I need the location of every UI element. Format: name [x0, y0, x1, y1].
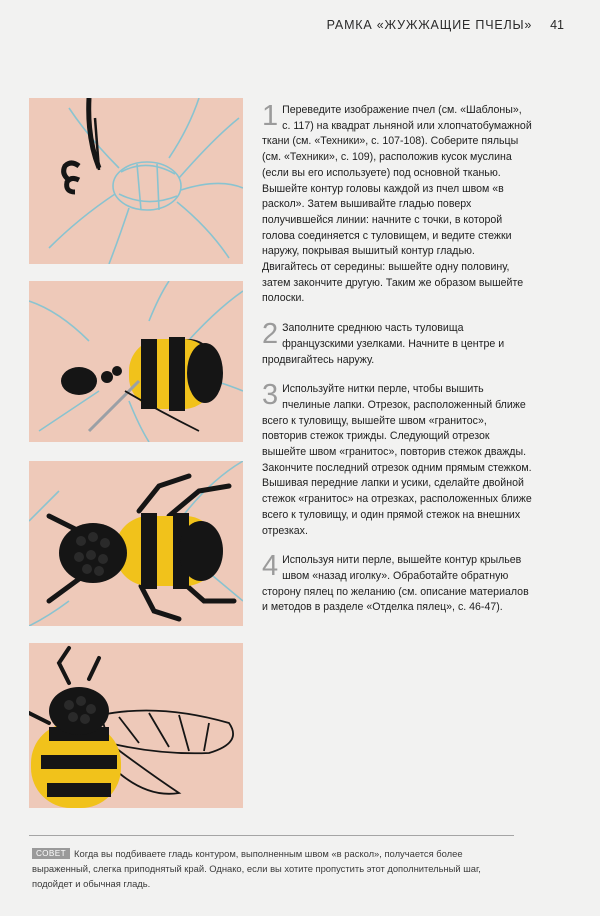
step-4-photo	[29, 643, 243, 808]
step-number: 3	[262, 379, 279, 412]
step-text: Используйте нитки перле, чтобы вышить пчелиные лапки. Отрезок, расположенный ближе всего к туловищу, вышейте швом «гранитос», повторив стежок трижды. Следующий отрезок вышейте швом «гранитос», повторив стежок дважды. Закончите последний отрезок одним прямым стежком. Вышивая передние лапки и усики, сделайте двойной стежок «гранитос» на отрезках, расположенных ближе всего к туловищу, и один прямой стежок на внешних отрезках.	[262, 383, 532, 537]
tip-badge: СОВЕТ	[32, 848, 70, 859]
step-2-photo	[29, 281, 243, 442]
step-number: 1	[262, 100, 279, 132]
step-3-photo	[29, 461, 243, 626]
step-number: 4	[262, 550, 279, 583]
step-2	[262, 318, 532, 368]
embroidered-bee-body-illustration	[29, 281, 243, 442]
tip-text: Когда вы подбиваете гладь контуром, выполненным швом «в раскол», получается более выраженный, слегка приподнятый край. Однако, если вы хотите пропустить этот дополнительный шаг, подойдет и обычная гладь.	[32, 848, 481, 889]
step-1-photo	[29, 98, 243, 264]
tip-box	[32, 846, 514, 891]
step-text: Используя нити перле, вышейте контур крыльев швом «назад иголку». Обработайте обратную сторону пялец по желанию (см. описание материалов и методов в разделе «Отделка пялец», с. 46-47).	[262, 554, 529, 614]
instruction-steps	[262, 100, 532, 630]
chapter-title: РАМКА «ЖУЖЖАЩИЕ ПЧЕЛЫ»	[326, 18, 533, 32]
step-text: Заполните среднюю часть туловища французскими узелками. Начните в центре и продвигайтесь наружу.	[262, 322, 505, 366]
step-3	[262, 379, 532, 539]
page-number: 41	[550, 18, 564, 32]
tip-divider	[29, 835, 514, 836]
embroidered-bee-legs-illustration	[29, 461, 243, 626]
embroidered-bee-wings-illustration	[29, 643, 243, 808]
step-4	[262, 550, 532, 616]
step-number: 2	[262, 318, 279, 351]
step-text: Переведите изображение пчел (см. «Шаблоны», с. 117) на квадрат льняной или хлопчатобумажной ткани (см. «Техники», с. 107-108). Соберите пяльцы (см. «Техники», с. 109), расположив кусок муслина (если вы его используете) под основной тканью. Вышейте контур головы каждой из пчел швом «в раскол». Затем вышивайте гладью поверх получившейся линии: начните с точки, в которой голова соединяется с туловищем, и ведите стежки наружу, покрывая вышитый контур гладью. Двигайтесь от середины: вышейте одну половину, затем закончите другую. Таким же образом вышейте полоски.	[262, 104, 532, 305]
page-header	[327, 18, 564, 32]
traced-bee-illustration	[29, 98, 243, 264]
step-1	[262, 100, 532, 307]
